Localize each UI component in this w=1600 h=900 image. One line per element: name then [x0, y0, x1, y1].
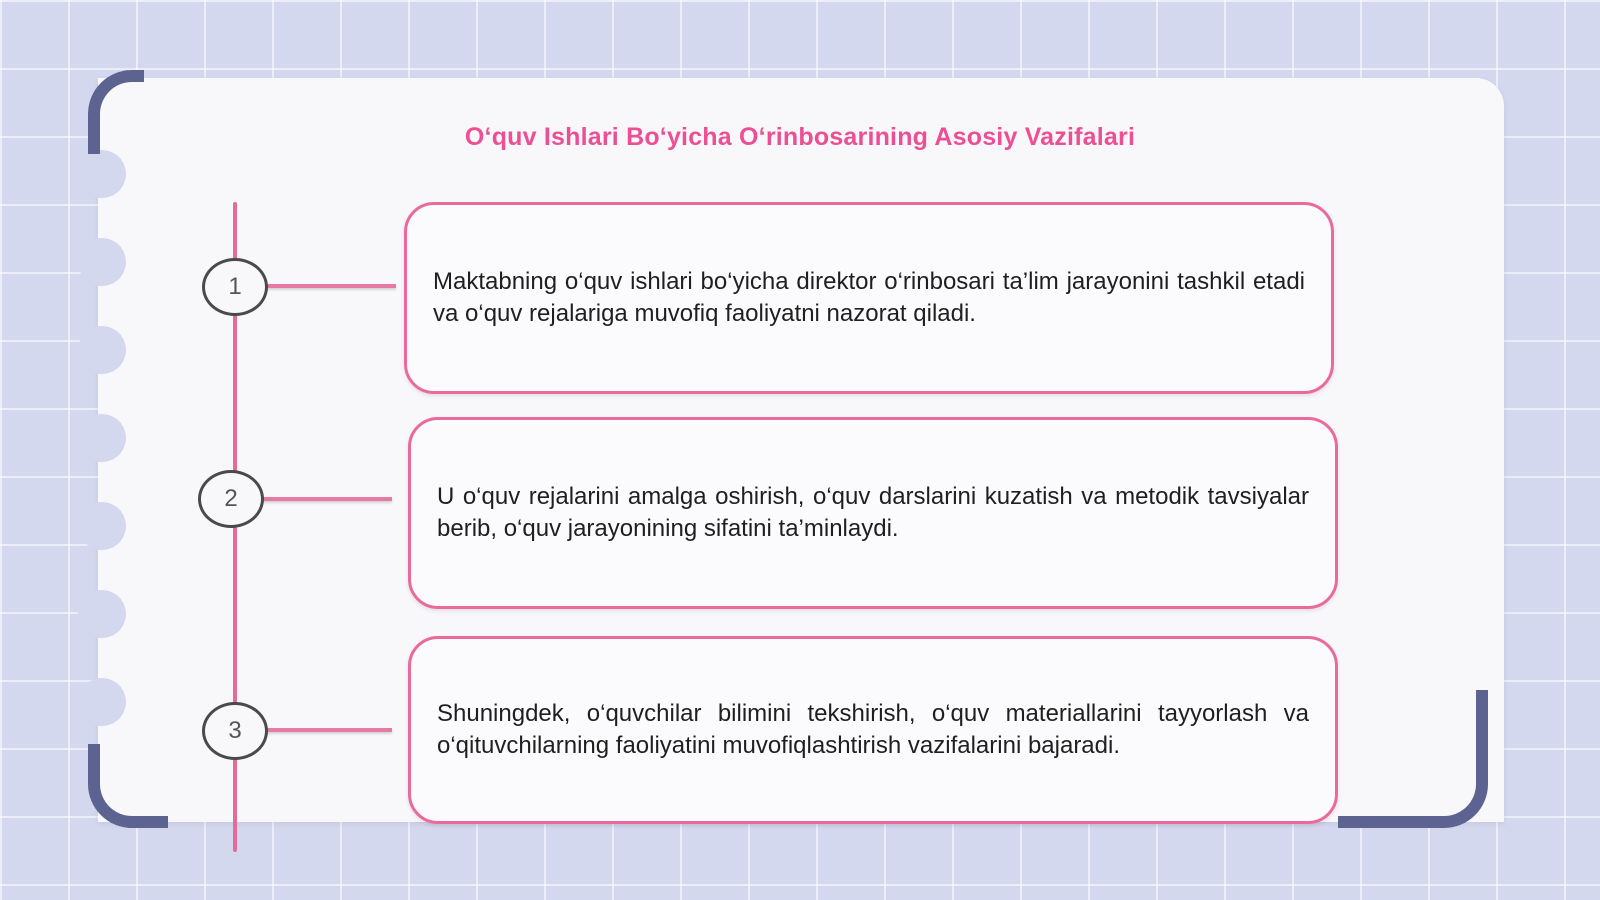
sheet-notch — [78, 678, 126, 726]
sheet-notch — [78, 590, 126, 638]
step-card — [408, 417, 1338, 609]
step-card — [404, 202, 1334, 394]
sheet-notch — [78, 502, 126, 550]
step-text: U o‘quv rejalarini amalga oshirish, o‘quv darslarini kuzatish va metodik tavsiyalar berib, o‘quv jarayonining sifatini ta’minlaydi. — [437, 483, 1309, 542]
step-text: Maktabning o‘quv ishlari bo‘yicha direktor o‘rinbosari ta’lim jarayonini tashkil etadi va o‘quv rejalariga muvofiq faoliyatni nazorat qiladi. — [433, 268, 1305, 327]
frame-corner-bottom-right — [1338, 690, 1488, 828]
step-connector — [266, 284, 396, 288]
sheet-notch — [78, 150, 126, 198]
step-card — [408, 636, 1338, 824]
step-text: Shuningdek, o‘quvchilar bilimini tekshirish, o‘quv materiallarini tayyorlash va o‘qituvchilarning faoliyatini muvofiqlashtirish vazifalarini bajaradi. — [437, 700, 1309, 759]
sheet-notch — [78, 326, 126, 374]
step-number-badge: 1 — [202, 258, 268, 316]
step-number-badge: 3 — [202, 702, 268, 760]
slide-title: O‘quv Ishlari Bo‘yicha O‘rinbosarining Asosiy Vazifalari — [464, 123, 1136, 151]
step-connector — [262, 497, 392, 501]
step-connector — [266, 728, 392, 732]
sheet-notch — [78, 238, 126, 286]
sheet-notch — [78, 414, 126, 462]
step-number-badge: 2 — [198, 470, 264, 528]
